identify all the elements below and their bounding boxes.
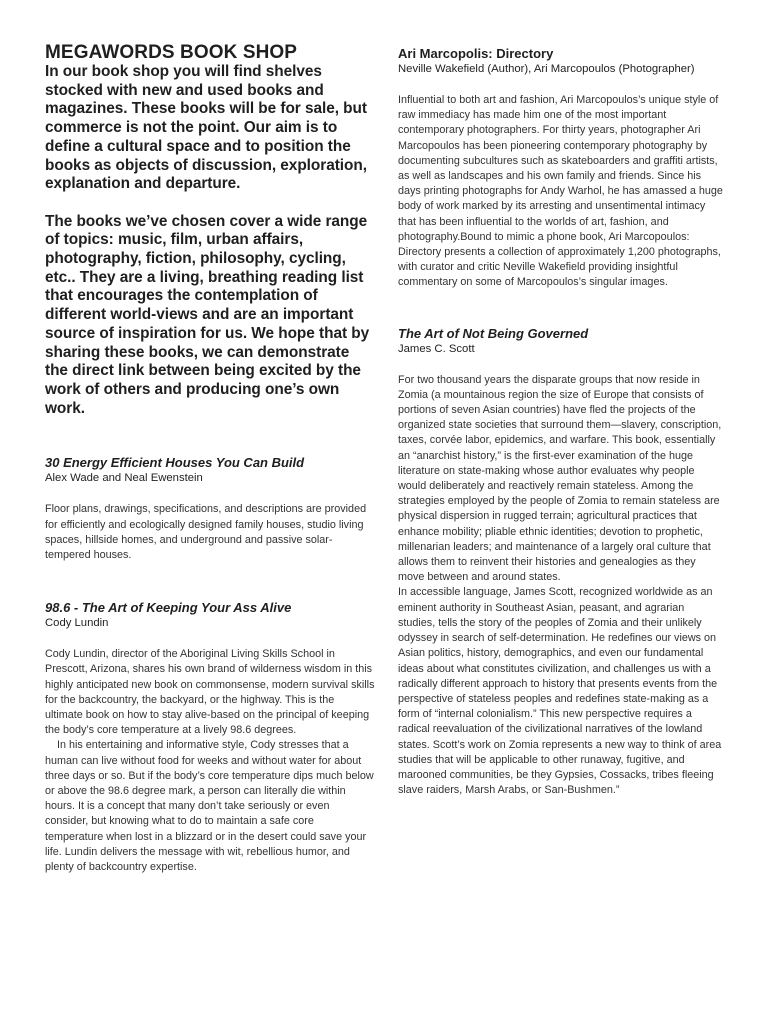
book-author: Cody Lundin — [45, 617, 109, 630]
description-paragraph: Influential to both art and fashion, Ari Marcopoulos’s unique style of raw immediacy has made him one of the most important contemporary photographers. For thirty years, photographer Ari Marcopoulos has been pioneering contemporary photography by documenting subcultures such as skateboarders and graffiti artists, as well as landscapes and his own family and friends. Since his days printing photographs for Andy Warhol, he has amassed a huge body of work marked by its arresting and unsentimental intimacy that has been influential to the worlds of art, fashion, and photography.Bound to mimic a phone book, Ari Marcopoulos: Directory presents a collection of approximately 1,200 photographs, with curator and critic Neville Wakefield providing insightful commentary on some of Marcopoulos’s singular images. — [398, 94, 723, 289]
description-paragraph: In accessible language, James Scott, recognized worldwide as an eminent authority in Southeast Asian, peasant, and agrarian studies, tells the story of the peoples of Zomia and their unlikely odyssey in search of self-determination. He redefines our views on Asian politics, history, demographics, and even our fundamental ideas about what constitutes civilization, and challenges us with a radically different approach to history that presents events from the perspective of stateless peoples and redefines state-making as a form of “internal colonialism.” This new perspective requires a radical reevaluation of the civilizational narratives of the lowland states. Scott’s work on Zomia represents a new way to think of area studies that will be applicable to other runaway, fugitive, and marooned communities, be they Gypsies, Cossacks, tribes fleeing slave raiders, Marsh Arabs, or San-Bushmen.” — [398, 586, 722, 797]
book-description — [45, 502, 375, 563]
book-description — [398, 373, 724, 799]
description-paragraph: In his entertaining and informative style, Cody stresses that a human can live without food for weeks and without water for about three days or so. But if the body’s core temperature dips much below or above the 98.6 degree mark, a person can literally die within hours. It is a concept that many don’t take seriously or even consider, but knowing what to do to maintain a safe core temperature when lost in a blizzard or in the desert could save your life. Lundin delivers the message with wit, rebellious humor, and plenty of backcountry expertise. — [45, 739, 374, 873]
book-title: The Art of Not Being Governed — [398, 325, 589, 341]
book-entry — [398, 46, 724, 291]
description-paragraph: For two thousand years the disparate groups that now reside in Zomia (a mountainous region the size of Europe that consists of portions of seven Asian countries) have fled the projects of the organized state societies that surround them—slavery, conscription, taxes, corvée labor, epidemics, and warfare. This book, essentially an “anarchist history,” is the first-ever examination of the huge literature on state-making whose author evaluates why people would deliberately and reactively remain stateless. Among the strategies employed by the people of Zomia to remain stateless are physical dispersion in rugged terrain; agricultural practices that enhance mobility; pliable ethnic identities; devotion to prophetic, millenarian leaders; and maintenance of a largely oral culture that allows them to reinvent their histories and genealogies as they move between and around states. — [398, 373, 722, 584]
description-paragraph: Cody Lundin, director of the Aboriginal Living Skills School in Prescott, Arizona, shares his own brand of wilderness wisdom in this highly anticipated new book on commonsense, modern survival skills for the backcountry, the backyard, or the highway. This is the ultimate book on how to stay alive-based on the principal of keeping the body’s core temperature at a lively 98.6 degrees. — [45, 648, 375, 737]
book-entry — [45, 600, 375, 875]
book-title: 98.6 - The Art of Keeping Your Ass Alive — [45, 600, 292, 616]
book-author: Neville Wakefield (Author), Ari Marcopoulos (Photographer) — [398, 63, 695, 75]
right-column — [398, 46, 724, 798]
intro-paragraph: In our book shop you will find shelves stocked with new and used books and magazines. These books will be for sale, but commerce is not the point. Our aim is to define a cultural space and to position the books as objects of discussion, exploration, explanation and departure. — [45, 63, 367, 193]
book-title: Ari Marcopolis: Directory — [398, 46, 554, 61]
book-author: James C. Scott — [398, 342, 475, 355]
left-column — [45, 43, 375, 875]
description-paragraph: Floor plans, drawings, specifications, and descriptions are provided for efficiently and ecologically designed family houses, studio living spaces, hillside homes, and underground and passive solar-tempered houses. — [45, 503, 367, 561]
book-title: 30 Energy Efficient Houses You Can Build — [45, 455, 305, 471]
book-entry — [398, 326, 724, 799]
book-author: Alex Wade and Neal Ewenstein — [45, 472, 203, 485]
shop-title: MEGAWORDS BOOK SHOP — [45, 42, 298, 63]
shop-intro — [45, 63, 375, 418]
intro-paragraph: The books we’ve chosen cover a wide range of topics: music, film, urban affairs, photography, fiction, philosophy, cycling, etc.. They are a living, breathing reading list that encourages the contemplation of different world-views and are an important source of inspiration for us. We hope that by sharing these books, we can demonstrate the direct link between being excited by the work of others and producing one’s own work. — [45, 212, 370, 417]
book-entry — [45, 455, 375, 563]
book-description — [45, 647, 375, 875]
book-description — [398, 93, 724, 291]
